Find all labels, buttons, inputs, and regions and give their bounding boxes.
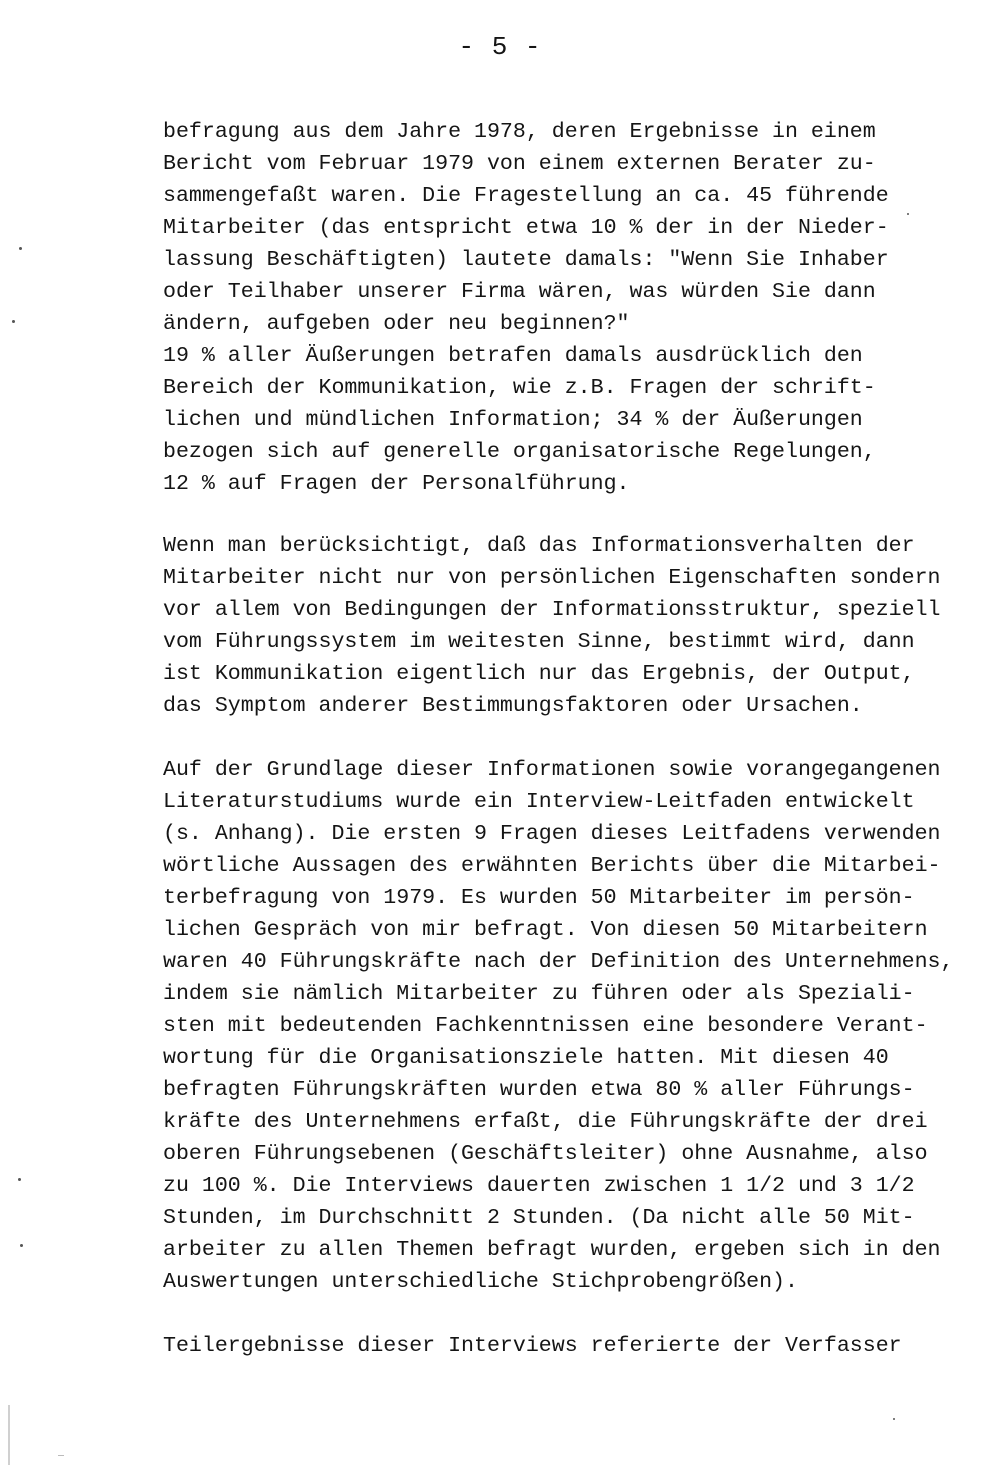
text-line: befragten Führungskräften wurden etwa 80 % aller Führungs- [163,1078,915,1102]
text-line: das Symptom anderer Bestimmungsfaktoren oder Ursachen. [163,694,863,718]
text-line: wörtliche Aussagen des erwähnten Berichts über die Mitarbei- [163,854,941,878]
page-number: - 5 - [458,32,542,62]
text-line: sten mit bedeutenden Fachkenntnissen eine besondere Verant- [163,1014,928,1038]
text-line: lichen Gespräch von mir befragt. Von diesen 50 Mitarbeitern [163,918,928,942]
text-line: (s. Anhang). Die ersten 9 Fragen dieses Leitfadens verwenden [163,822,941,846]
scan-speck [18,1178,21,1181]
text-line: waren 40 Führungskräfte nach der Definition des Unternehmens, [163,950,954,974]
scan-edge-mark [8,1405,10,1465]
text-line: oder Teilhaber unserer Firma wären, was würden Sie dann [163,280,876,304]
text-line: sammengefaßt waren. Die Fragestellung an ca. 45 führende [163,184,889,208]
text-line: zu 100 %. Die Interviews dauerten zwischen 1 1/2 und 3 1/2 [163,1174,915,1198]
text-line: Wenn man berücksichtigt, daß das Informationsverhalten der [163,534,915,558]
scan-speck [12,320,15,323]
text-line: Mitarbeiter nicht nur von persönlichen Eigenschaften sondern [163,566,941,590]
scan-edge-mark [58,1455,64,1456]
text-line: bezogen sich auf generelle organisatorische Regelungen, [163,440,876,464]
text-line: lassung Beschäftigten) lautete damals: "Wenn Sie Inhaber [163,248,889,272]
text-line: oberen Führungsebenen (Geschäftsleiter) ohne Ausnahme, also [163,1142,928,1166]
text-line: lichen und mündlichen Information; 34 % der Äußerungen [163,408,863,432]
text-line: befragung aus dem Jahre 1978, deren Ergebnisse in einem [163,120,876,144]
text-line: 12 % auf Fragen der Personalführung. [163,472,630,496]
text-line: kräfte des Unternehmens erfaßt, die Führungskräfte der drei [163,1110,928,1134]
text-line: terbefragung von 1979. Es wurden 50 Mitarbeiter im persön- [163,886,915,910]
text-line: vor allem von Bedingungen der Informationsstruktur, speziell [163,598,941,622]
text-line: indem sie nämlich Mitarbeiter zu führen oder als Speziali- [163,982,915,1006]
text-line: Bereich der Kommunikation, wie z.B. Fragen der schrift- [163,376,876,400]
text-line: Teilergebnisse dieser Interviews referierte der Verfasser [163,1334,902,1358]
text-line: ist Kommunikation eigentlich nur das Ergebnis, der Output, [163,662,915,686]
text-line: Auf der Grundlage dieser Informationen sowie vorangegangenen [163,758,941,782]
text-line: wortung für die Organisationsziele hatten. Mit diesen 40 [163,1046,889,1070]
scan-speck [893,1418,895,1420]
text-line: Stunden, im Durchschnitt 2 Stunden. (Da nicht alle 50 Mit- [163,1206,915,1230]
text-line: Bericht vom Februar 1979 von einem externen Berater zu- [163,152,876,176]
text-line: Mitarbeiter (das entspricht etwa 10 % der in der Nieder- [163,216,889,240]
text-line: Auswertungen unterschiedliche Stichprobengrößen). [163,1270,798,1294]
scan-speck [907,213,909,215]
text-line: ändern, aufgeben oder neu beginnen?" [163,312,630,336]
text-line: Literaturstudiums wurde ein Interview-Leitfaden entwickelt [163,790,915,814]
text-line: vom Führungssystem im weitesten Sinne, bestimmt wird, dann [163,630,915,654]
scan-speck [19,247,22,250]
scan-speck [20,1244,23,1247]
text-line: arbeiter zu allen Themen befragt wurden, ergeben sich in den [163,1238,941,1262]
text-line: 19 % aller Äußerungen betrafen damals ausdrücklich den [163,344,863,368]
